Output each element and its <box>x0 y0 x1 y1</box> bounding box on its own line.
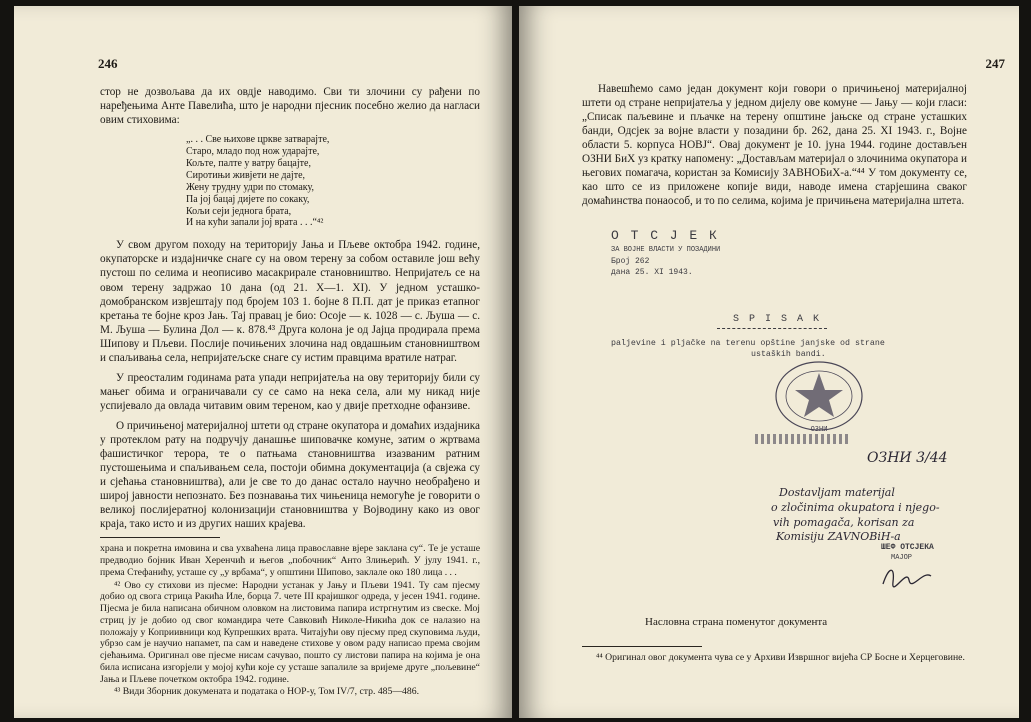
signature-block-line: ШЕФ ОТСЈЕКА <box>881 543 934 552</box>
footnote-divider <box>582 646 702 647</box>
handwritten-note-line: Dostavljam materijal <box>779 486 895 499</box>
paragraph: У свом другом походу на територију Јања и Пљеве октобра 1942. године, окупаторске и издајничке снаге су на овом терену за собом оставиле још већу пустош по селима и неописиво масакрирале становништво. Непријатељ се на овом терену задржао 10 дана (од 21. X—1. XI). У једном усташко-домобранском извјештају под бројем 103 1. бојне 8 П.П. дат је приказ етапног кретања те бојне кроз Јањ. Тај правац је био: Осоје — к. 1028 — с. Љуша — с. М. Љуша — Булина Дол — к. 878.⁴³ Друга колона је од Јајца продирала према Шипову и Пљеви. Послије почињених злочина над овдашњим становништвом и спаљивања села, непријатељске снаге су истим правцима вратиле натраг. <box>100 239 480 364</box>
document-facsimile <box>519 6 1019 718</box>
handwritten-note-line: Komisiju ZAVNOBiH-a <box>776 530 901 543</box>
handwritten-note-line: o zločinima okupatora i njego- <box>771 501 940 514</box>
doc-title-underline <box>717 328 827 329</box>
paragraph: стор не дозвољава да их овдје наводимо. Сви ти злочини су рађени по наређењима Анте Павелића, што је народни пјесник посебно желио да нагласи овим стиховима: <box>100 86 480 127</box>
left-body <box>100 85 480 699</box>
footnote: ⁴² Ово су стихови из пјесме: Народни устанак у Јању и Пљеви 1941. Ту сам пјесму добио од свога стрица Ракића Иле, борца 7. чете III крајишког одреда, у јесен 1941. године. Пјесма је била написана обичном оловком на листовима папира истргнутим из свеске. Мој стриц ју је добио од свог командира чете Савковић Николе-Никића док се налазио на положају у Коприивници код Купрешких врата. Читајући ову пјесму пред скуповима људи, убрзо сам је научио напамет, па сам и наведене стихове у овом раду написао према својим сјећањима. Оригинал ове пјесме нисам сачувао, пошто су листови папира на којима је она била исписана изгорјели у мојој кући које су усташе запалиле за вријеме друге „пољевине“ Јања и Пљеве почетком октобра 1942. године. <box>100 579 480 685</box>
right-page <box>519 6 1019 718</box>
star-stamp <box>773 358 865 434</box>
doc-header-line: ЗА ВОЈНЕ ВЛАСТИ У ПОЗАДИНИ <box>611 246 721 254</box>
footnote: храна и покретна имовина и сва ухваћена лица православне вјере заклана су“. Те је усташе предводио бојник Иван Херенчић и његов „побочник“ Анто Злињерић. У јулу 1941. г., према Стефанићу, усташе су „у врбама“, у општини Шипово, заклале око 180 лица . . . <box>100 543 480 578</box>
paragraph: Навешћемо само један документ који говори о причињеној материјалној штети од стране непријатеља у једном дијелу ове комуне — Јању — који гласи: „Списак паљевине и пљачке на терену општине јањске од стране усташких банди, Одсјек за војне власти у позадини бр. 262, дана 25. XI 1943. г., Војне области 5. корпуса НОВЈ“. Овај документ је 10. јуна 1944. године достављен ОЗНИ БиХ уз кратку напомену: „Достављам материјал о злочинима окупатора и његових помагача, користан за Комисију ЗАВНОБиХ-а.“⁴⁴ У том документу се, као што се из приложене копије види, наводе имена старјешина сваког домаћинства понаособ, и то по селима, којима је причињена материјална штета. <box>582 83 967 208</box>
poem-line: „. . . Све њихове цркве затварајте, <box>186 134 330 146</box>
footnote: ⁴⁴ Оригинал овог документа чува се у Архиви Извршног вијећа СР Босне и Херцеговине. <box>596 652 965 663</box>
doc-header-line: Број 262 <box>611 257 650 266</box>
footnote: ⁴³ Види Зборник докумената и података о НОР-у, Том IV/7, стр. 485—486. <box>114 686 420 698</box>
handwritten-ref: ОЗНИ 3/44 <box>867 450 948 466</box>
stamp-text: ОЗНИ <box>810 425 828 433</box>
doc-header-line: дана 25. XI 1943. <box>611 268 693 277</box>
signature-block-line: МАЈОР <box>891 554 913 562</box>
footnotes <box>100 543 480 698</box>
doc-line: paljevine i pljačke na terenu opštine janjske od strane <box>611 339 885 348</box>
doc-line: ustaških bandi. <box>751 350 826 359</box>
poem-line: Кољи сеји једнога брата, <box>186 205 292 217</box>
paragraph: О причињеној материјалној штети од стране окупатора и домаћих издајника у протеклом рату на подручју данашње шиповачке комуне, затим о жртвама фашистичког терора, те о патњама становништва изазваним ратним пустошењима и спаљивањем села, постоји обимна документација (а свјежа су и сјећања становништва), али је све то до данас остало научно необрађено и широј јавности непознато. Без познавања тих чињеница немогуће је говорити о великој послијератној колонизацији становништва у Војводину како из овог краја, тако исто и из других наших крајева. <box>100 419 480 531</box>
poem-line: Старо, младо под нож ударајте, <box>186 146 320 158</box>
poem-line: Сиротињи живјети не дајте, <box>186 169 306 181</box>
poem-line: Кољте, палте у ватру бацајте, <box>186 157 311 169</box>
page-number-left: 246 <box>98 56 118 71</box>
stamp-date-line <box>755 434 851 444</box>
poem <box>186 134 480 229</box>
left-page <box>14 6 512 718</box>
figure-caption: Насловна страна поменутог документа <box>645 616 828 628</box>
poem-line: Па јој бацај дијете по сокаку, <box>186 193 310 205</box>
doc-header-line: О Т С Ј Е К <box>611 228 719 243</box>
poem-line: И на кући запали јој врата . . .“⁴² <box>186 217 324 229</box>
poem-line: Жену трудну удри по стомаку, <box>186 181 314 193</box>
handwritten-note-line: vih pomagača, korisan za <box>773 516 915 529</box>
signature <box>879 562 939 592</box>
doc-title: S P I S A K <box>733 314 822 325</box>
page-number-right: 247 <box>985 56 1005 71</box>
footnote-divider <box>100 537 220 538</box>
footnotes <box>582 640 967 665</box>
paragraph: У преосталим годинама рата упади непријатеља на ову територију били су мањег обима и ограничавали су се само на нека села, али му никад није успијевало да овлада читавим овим тереном, као у двије претходне офанзиве. <box>100 371 480 412</box>
